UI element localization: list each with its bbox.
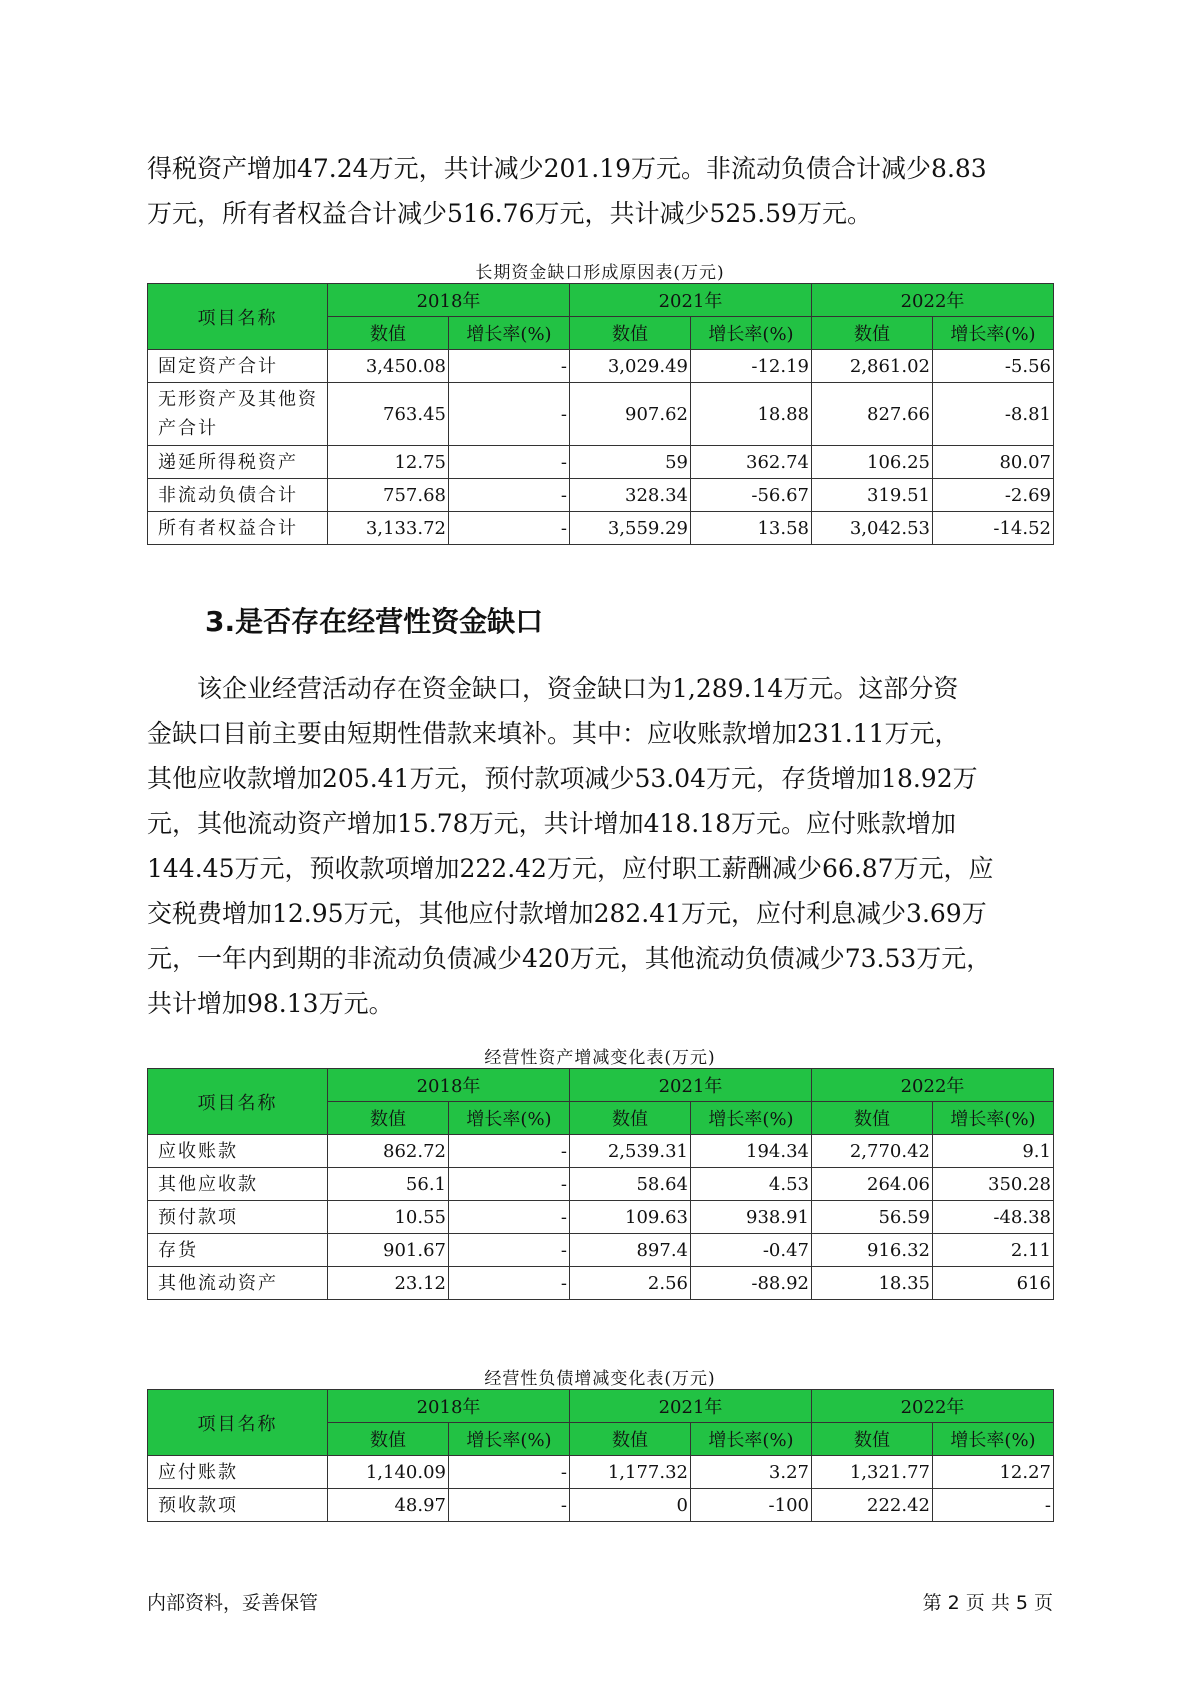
text-line: 金缺口目前主要由短期性借款来填补。其中：应收账款增加231.11万元， (147, 719, 960, 748)
table-row (148, 1267, 1054, 1300)
table-row (148, 479, 1054, 512)
cell-growth: -14.52 (933, 512, 1054, 545)
operating-assets-table (147, 1068, 1054, 1300)
cell-value: 757.68 (328, 479, 449, 512)
cell-growth: - (449, 1489, 570, 1522)
column-header-growth: 增长率(%) (449, 317, 570, 350)
column-header-year: 2022年 (812, 284, 1054, 317)
cell-growth: -8.81 (933, 383, 1054, 446)
table-row (148, 1135, 1054, 1168)
column-header-item-name: 项目名称 (148, 284, 328, 350)
cell-value: 827.66 (812, 383, 933, 446)
text-line: 共计增加98.13万元。 (147, 989, 394, 1018)
cell-growth: 2.11 (933, 1234, 1054, 1267)
cell-growth: -12.19 (691, 350, 812, 383)
cell-value: 897.4 (570, 1234, 691, 1267)
column-header-value: 数值 (570, 317, 691, 350)
column-header-year: 2021年 (570, 1069, 812, 1102)
column-header-growth: 增长率(%) (691, 317, 812, 350)
cell-value: 2,539.31 (570, 1135, 691, 1168)
cell-growth: - (449, 1135, 570, 1168)
cell-value: 10.55 (328, 1201, 449, 1234)
column-header-item-name: 项目名称 (148, 1390, 328, 1456)
column-header-growth: 增长率(%) (933, 317, 1054, 350)
table-row (148, 350, 1054, 383)
table-row (148, 446, 1054, 479)
cell-growth: 13.58 (691, 512, 812, 545)
cell-value: 3,029.49 (570, 350, 691, 383)
cell-value: 12.75 (328, 446, 449, 479)
cell-value: 23.12 (328, 1267, 449, 1300)
row-label: 应收账款 (148, 1135, 328, 1168)
row-label: 非流动负债合计 (148, 479, 328, 512)
table-row (148, 1201, 1054, 1234)
row-label: 所有者权益合计 (148, 512, 328, 545)
table-row (148, 1489, 1054, 1522)
cell-growth: - (449, 479, 570, 512)
table-row (148, 1456, 1054, 1489)
long-term-gap-table (147, 283, 1054, 545)
cell-growth: -0.47 (691, 1234, 812, 1267)
cell-growth: 350.28 (933, 1168, 1054, 1201)
cell-growth: -100 (691, 1489, 812, 1522)
cell-value: 222.42 (812, 1489, 933, 1522)
column-header-growth: 增长率(%) (449, 1102, 570, 1135)
column-header-growth: 增长率(%) (933, 1102, 1054, 1135)
cell-growth: - (449, 446, 570, 479)
row-label: 应付账款 (148, 1456, 328, 1489)
text-line: 交税费增加12.95万元，其他应付款增加282.41万元，应付利息减少3.69万 (147, 899, 987, 928)
cell-value: 763.45 (328, 383, 449, 446)
cell-growth: -48.38 (933, 1201, 1054, 1234)
cell-value: 1,177.32 (570, 1456, 691, 1489)
table-row (148, 512, 1054, 545)
row-label: 递延所得税资产 (148, 446, 328, 479)
cell-growth: - (449, 1201, 570, 1234)
cell-value: 58.64 (570, 1168, 691, 1201)
cell-growth: -2.69 (933, 479, 1054, 512)
cell-growth: 4.53 (691, 1168, 812, 1201)
cell-growth: - (449, 512, 570, 545)
cell-value: 907.62 (570, 383, 691, 446)
column-header-value: 数值 (328, 317, 449, 350)
column-header-item-name: 项目名称 (148, 1069, 328, 1135)
cell-growth: 3.27 (691, 1456, 812, 1489)
cell-value: 916.32 (812, 1234, 933, 1267)
cell-value: 3,042.53 (812, 512, 933, 545)
cell-growth: - (449, 1168, 570, 1201)
table-row (148, 1168, 1054, 1201)
row-label: 预收款项 (148, 1489, 328, 1522)
cell-growth: 362.74 (691, 446, 812, 479)
column-header-value: 数值 (570, 1102, 691, 1135)
column-header-value: 数值 (328, 1102, 449, 1135)
footer-confidential-note: 内部资料，妥善保管 (147, 1592, 319, 1614)
column-header-year: 2018年 (328, 1390, 570, 1423)
text-line: 元，一年内到期的非流动负债减少420万元，其他流动负债减少73.53万元， (147, 944, 992, 973)
column-header-growth: 增长率(%) (691, 1102, 812, 1135)
column-header-value: 数值 (812, 317, 933, 350)
cell-value: 1,140.09 (328, 1456, 449, 1489)
cell-value: 319.51 (812, 479, 933, 512)
cell-value: 2,861.02 (812, 350, 933, 383)
cell-growth: - (449, 1456, 570, 1489)
cell-value: 109.63 (570, 1201, 691, 1234)
cell-growth: 938.91 (691, 1201, 812, 1234)
intro-paragraph (147, 146, 1053, 236)
section-title: 3.是否存在经营性资金缺口 (205, 605, 544, 638)
column-header-growth: 增长率(%) (449, 1423, 570, 1456)
cell-value: 1,321.77 (812, 1456, 933, 1489)
cell-growth: - (449, 383, 570, 446)
cell-growth: 194.34 (691, 1135, 812, 1168)
text-line: 该企业经营活动存在资金缺口，资金缺口为1,289.14万元。这部分资 (147, 674, 959, 703)
column-header-growth: 增长率(%) (691, 1423, 812, 1456)
column-header-value: 数值 (812, 1102, 933, 1135)
cell-value: 328.34 (570, 479, 691, 512)
cell-value: 59 (570, 446, 691, 479)
column-header-value: 数值 (328, 1423, 449, 1456)
cell-value: 3,559.29 (570, 512, 691, 545)
column-header-growth: 增长率(%) (933, 1423, 1054, 1456)
operating-liabilities-table (147, 1389, 1054, 1522)
cell-value: 48.97 (328, 1489, 449, 1522)
cell-growth: -88.92 (691, 1267, 812, 1300)
text-line: 得税资产增加47.24万元，共计减少201.19万元。非流动负债合计减少8.83 (147, 154, 987, 183)
cell-growth: 616 (933, 1267, 1054, 1300)
cell-growth: - (933, 1489, 1054, 1522)
column-header-year: 2022年 (812, 1390, 1054, 1423)
cell-value: 901.67 (328, 1234, 449, 1267)
row-label: 其他应收款 (148, 1168, 328, 1201)
cell-value: 3,450.08 (328, 350, 449, 383)
cell-value: 2,770.42 (812, 1135, 933, 1168)
cell-growth: -56.67 (691, 479, 812, 512)
cell-growth: 18.88 (691, 383, 812, 446)
cell-growth: 9.1 (933, 1135, 1054, 1168)
row-label: 无形资产及其他资产合计 (148, 383, 328, 446)
cell-value: 2.56 (570, 1267, 691, 1300)
page-number: 第 2 页 共 5 页 (922, 1592, 1053, 1614)
column-header-year: 2021年 (570, 284, 812, 317)
table-row (148, 1234, 1054, 1267)
text-line: 144.45万元，预收款项增加222.42万元，应付职工薪酬减少66.87万元，应 (147, 854, 994, 883)
cell-value: 264.06 (812, 1168, 933, 1201)
row-label: 其他流动资产 (148, 1267, 328, 1300)
row-label: 存货 (148, 1234, 328, 1267)
row-label: 预付款项 (148, 1201, 328, 1234)
table-caption-operating-liabilities: 经营性负债增减变化表(万元) (484, 1369, 716, 1389)
column-header-value: 数值 (812, 1423, 933, 1456)
cell-growth: 80.07 (933, 446, 1054, 479)
cell-value: 18.35 (812, 1267, 933, 1300)
table-caption-operating-assets: 经营性资产增减变化表(万元) (484, 1048, 716, 1068)
cell-growth: 12.27 (933, 1456, 1054, 1489)
cell-value: 0 (570, 1489, 691, 1522)
table-row (148, 383, 1054, 446)
cell-value: 106.25 (812, 446, 933, 479)
column-header-year: 2018年 (328, 1069, 570, 1102)
cell-growth: - (449, 350, 570, 383)
cell-value: 3,133.72 (328, 512, 449, 545)
column-header-year: 2022年 (812, 1069, 1054, 1102)
cell-value: 56.1 (328, 1168, 449, 1201)
cell-value: 862.72 (328, 1135, 449, 1168)
cell-growth: -5.56 (933, 350, 1054, 383)
column-header-year: 2021年 (570, 1390, 812, 1423)
text-line: 元，其他流动资产增加15.78万元，共计增加418.18万元。应付账款增加 (147, 809, 957, 838)
cell-value: 56.59 (812, 1201, 933, 1234)
body-paragraph (147, 666, 1053, 1026)
column-header-value: 数值 (570, 1423, 691, 1456)
row-label: 固定资产合计 (148, 350, 328, 383)
column-header-year: 2018年 (328, 284, 570, 317)
text-line: 万元，所有者权益合计减少516.76万元，共计减少525.59万元。 (147, 199, 872, 228)
cell-growth: - (449, 1267, 570, 1300)
table-caption-long-term-gap: 长期资金缺口形成原因表(万元) (475, 263, 725, 283)
text-line: 其他应收款增加205.41万元，预付款项减少53.04万元，存货增加18.92万 (147, 764, 978, 793)
cell-growth: - (449, 1234, 570, 1267)
